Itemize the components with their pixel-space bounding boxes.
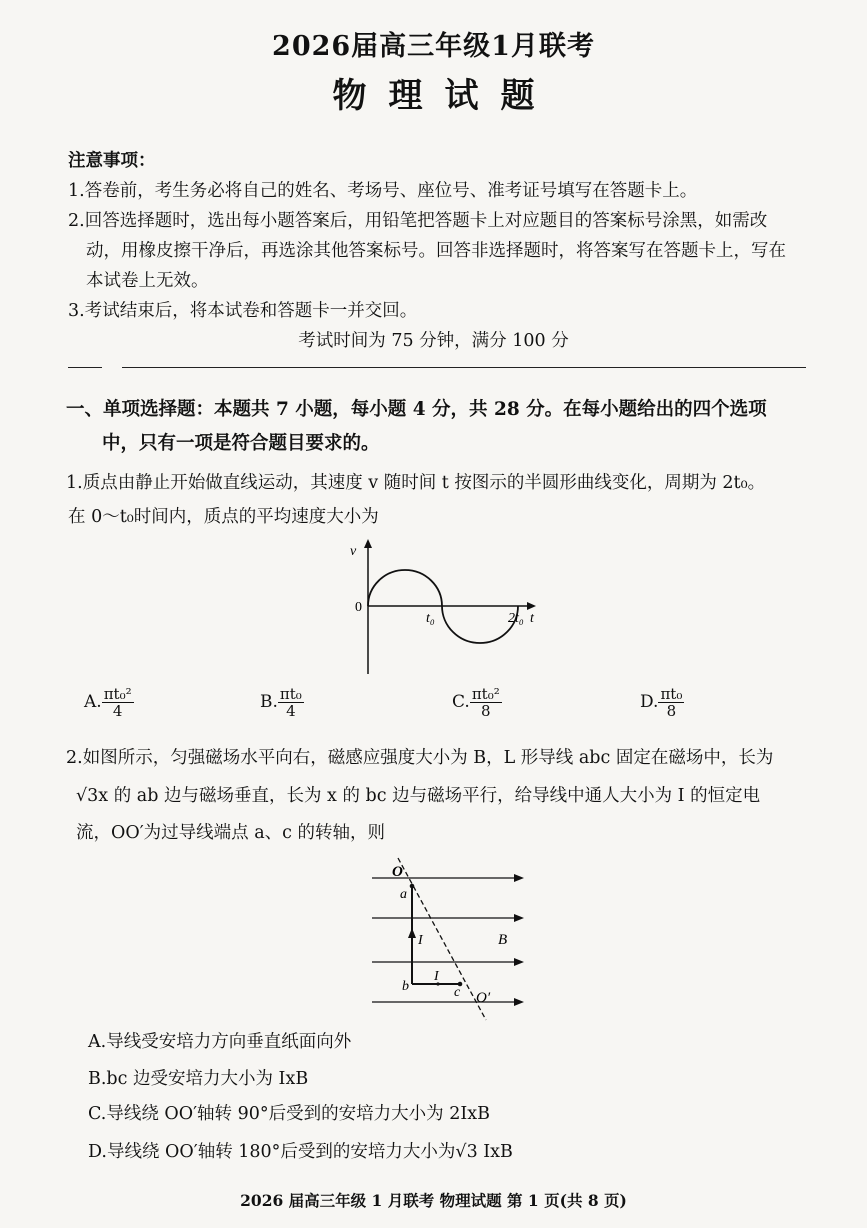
q1-option-d[interactable]: D. $\frac{\text{πt₀}}{8}$	[640, 685, 683, 720]
q2-stem-line-3: 流，OO′为过导线端点 a、c 的转轴，则	[76, 823, 386, 843]
q2-stem-line-2: √3x 的 ab 边与磁场垂直，长为 x 的 bc 边与磁场平行，给导线中通人大小为 I 的恒定电	[76, 786, 761, 806]
label-current-bc: I	[434, 969, 439, 984]
subject-title: 物理试题	[332, 76, 557, 116]
t-axis-label: t	[530, 611, 534, 626]
v-axis-arrow	[364, 539, 372, 548]
q2-option-d[interactable]: D.导线绕 OO′轴转 180°后受到的安培力大小为√3 IxB	[88, 1142, 513, 1162]
q1-option-a[interactable]: A. $\frac{\text{πt₀²}}{4}$	[84, 685, 132, 720]
q2-option-a[interactable]: A.导线受安培力方向垂直纸面向外	[88, 1032, 352, 1052]
2t0-label: 2t₀	[508, 611, 524, 626]
notice-item-1: 1.答卷前，考生务必将自己的姓名、考场号、座位号、准考证号填写在答题卡上。	[68, 181, 698, 201]
notice-item-2-line-1: 2.回答选择题时，选出每小题答案后，用铅笔把答题卡上对应题目的答案标号涂黑，如需改	[68, 211, 768, 231]
point-a	[410, 884, 415, 889]
positive-half-circle	[368, 570, 442, 606]
q1-option-b[interactable]: B. $\frac{\text{πt₀}}{4}$	[260, 685, 302, 720]
notice-item-2-line-2: 动，用橡皮擦干净后，再选涂其他答案标号。回答非选择题时，将答案写在答题卡上，写在	[86, 241, 786, 261]
q2-option-c[interactable]: C.导线绕 OO′轴转 90°后受到的安培力大小为 2IxB	[88, 1104, 490, 1124]
q2-option-b[interactable]: B.bc 边受安培力大小为 IxB	[88, 1069, 309, 1089]
origin-label: 0	[355, 600, 362, 615]
field-arrows	[514, 874, 524, 1006]
q1-option-c[interactable]: C. $\frac{\text{πt₀²}}{8}$	[452, 685, 500, 720]
t-axis-arrow	[527, 602, 536, 610]
label-c: c	[454, 985, 461, 1000]
exam-title: 2026届高三年级1月联考	[272, 31, 595, 62]
section-1-heading-line-2: 中，只有一项是符合题目要求的。	[102, 433, 380, 454]
notice-heading: 注意事项：	[68, 151, 156, 171]
negative-half-circle	[442, 606, 518, 643]
q1-stem-line-2: 在 0～t₀时间内，质点的平均速度大小为	[68, 507, 379, 527]
current-arrow-ab	[408, 928, 416, 938]
q2-stem-line-1: 2.如图所示，匀强磁场水平向右，磁感应强度大小为 B，L 形导线 abc 固定在磁场中，长为	[66, 748, 774, 768]
page-footer: 2026 届高三年级 1 月联考 物理试题 第 1 页(共 8 页)	[240, 1191, 627, 1210]
label-O: O	[392, 864, 403, 880]
separator-line	[122, 367, 806, 368]
label-a: a	[400, 887, 407, 902]
separator-short	[68, 367, 102, 368]
exam-time-info: 考试时间为 75 分钟，满分 100 分	[298, 331, 569, 351]
t0-label: t₀	[426, 611, 435, 626]
q1-stem-line-1: 1.质点由静止开始做直线运动，其速度 v 随时间 t 按图示的半圆形曲线变化，周期为 2t₀。	[66, 473, 766, 493]
label-O-prime: O′	[476, 990, 491, 1006]
velocity-time-graph	[340, 536, 540, 676]
notice-item-2-line-3: 本试卷上无效。	[86, 271, 209, 291]
magnetic-field-figure	[364, 856, 534, 1026]
label-B: B	[498, 932, 508, 948]
section-1-heading-line-1: 一、单项选择题：本题共 7 小题，每小题 4 分，共 28 分。在每小题给出的四个选项	[66, 399, 767, 420]
notice-item-3: 3.考试结束后，将本试卷和答题卡一并交回。	[68, 301, 418, 321]
label-b: b	[402, 979, 409, 994]
label-current-ab: I	[418, 933, 423, 948]
v-axis-label: v	[350, 544, 357, 559]
